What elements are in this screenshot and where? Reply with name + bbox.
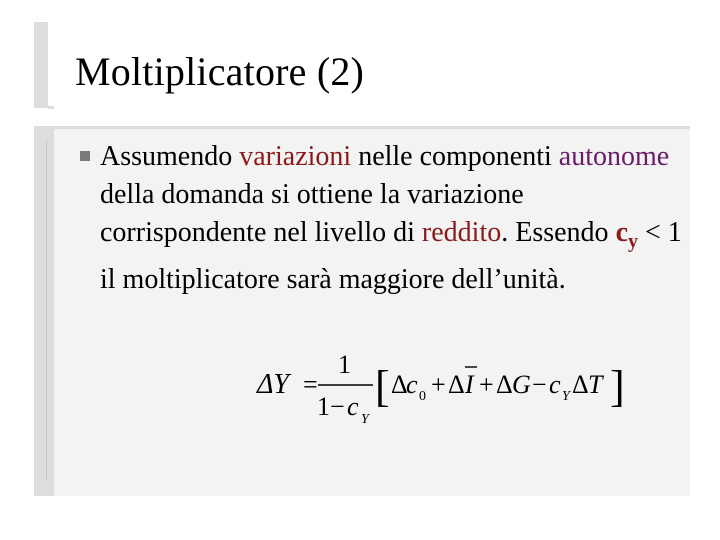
paragraph-text: . Essendo [501,217,616,248]
term-cy-c: c [549,370,561,399]
plus-1: + [431,370,446,399]
paragraph-text: della domanda si ottiene la variazione corrispondente nel livello di [100,179,524,248]
content-frame-top-bar [34,126,690,129]
term-c0-sub: 0 [419,389,426,404]
term-g: G [512,370,531,399]
title-frame-left-bar [34,22,48,108]
minus-2: − [532,370,547,399]
paragraph-text: Assumendo [100,141,240,172]
formula-lhs: ΔY [257,369,290,400]
term-cy-sub: Y [562,389,570,404]
formula-equals: = [303,370,318,399]
formula-minus: − [330,392,345,421]
multiplier-formula [255,345,635,430]
formula-sub-y: Y [361,412,369,427]
cy-c: c [615,217,628,248]
term-t: T [588,370,603,399]
term-delta-g: Δ [496,370,513,399]
slide-title: Moltiplicatore (2) [75,49,365,94]
formula-denominator-one: 1 [317,392,330,421]
term-delta-t: Δ [572,370,589,399]
cy-symbol [615,217,638,253]
content-frame-left-bar [34,126,54,496]
bullet-paragraph [100,138,690,299]
bracket-close: ] [610,362,625,411]
title-frame-top-bar [34,22,48,26]
highlight-autonome: autonome [558,141,670,172]
cy-subscript: y [628,230,638,253]
term-i: I [465,370,474,399]
formula-c: c [347,392,359,421]
content-frame-line [46,140,47,480]
title-frame-rule [48,106,54,109]
paragraph-text: < 1 il moltiplicatore sarà maggiore dell’unità. [100,217,682,295]
highlight-reddito: reddito [421,217,502,248]
plus-2: + [479,370,494,399]
term-delta-i: Δ [448,370,465,399]
term-c0-c: c [406,370,418,399]
formula-numerator: 1 [338,350,351,379]
term-delta-c0: Δ [391,370,408,399]
bracket-open: [ [375,362,390,411]
paragraph-text: nelle componenti [351,141,559,172]
bullet-square-icon [80,151,90,161]
highlight-variazioni: variazioni [239,141,352,172]
